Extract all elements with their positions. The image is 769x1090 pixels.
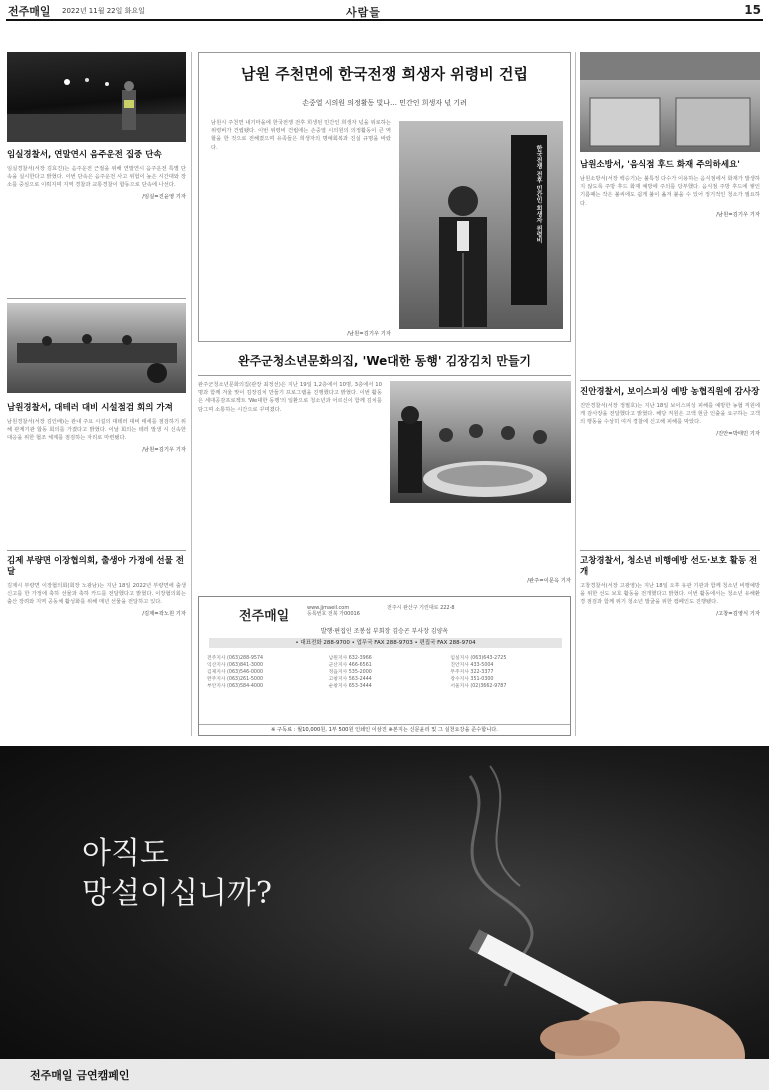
column-divider bbox=[191, 52, 192, 736]
article-divider bbox=[7, 550, 186, 551]
article-divider bbox=[198, 375, 571, 376]
article-imsil-police bbox=[7, 150, 186, 200]
article-divider bbox=[580, 550, 760, 551]
article-body: 고창경찰서(서장 고광영)는 지난 18일 오후 유관 기관과 함께 청소년 비행예방을 위한 선도 보호 활동을 전개했다고 밝혔다. 이번 활동에서는 청소년 유해환경 점검과 함께 위기 청소년 발굴을 위한 캠페인도 진행됐다. bbox=[580, 583, 760, 606]
lead-byline: /남원=김기우 기자 bbox=[347, 331, 391, 337]
meeting-room-photo bbox=[7, 303, 186, 393]
article-divider bbox=[7, 298, 186, 299]
article-headline: 남원소방서, '음식점 후드 화재 주의하세요' bbox=[580, 160, 740, 170]
infobox-logo: 전주매일 bbox=[239, 609, 290, 624]
bureau-entry: 완주지사 (063)261-5000 bbox=[207, 677, 264, 682]
article-headline: 김제 부량면 이장협의회, 출생아 가정에 선물 전달 bbox=[7, 556, 184, 577]
article-body: 진안경찰서(서장 정필호)는 지난 18일 보이스피싱 피해를 예방한 농협 직원에게 감사장을 전달했다고 밝혔다. 해당 직원은 고액 현금 인출을 요구하는 고객의 행동을 수상히 여겨 경찰에 신고해 피해를 막았다. bbox=[580, 403, 760, 426]
lead-subheadline: 손중열 시의원 의정활동 빛나… 민간인 희생자 넋 기려 bbox=[302, 99, 467, 107]
article-byline: /김제=곽노원 기자 bbox=[142, 610, 186, 617]
article-body: 남원소방서(서장 백승기)는 불특정 다수가 이용하는 음식점에서 화재가 발생하지 않도록 주방 후드 화재 예방에 주의를 당부했다. 음식점 주방 후드에 쌓인 기름때는 작은 불씨에도 쉽게 불이 옮겨 붙을 수 있어 정기적인 청소가 필요하다. bbox=[580, 176, 760, 207]
article-gimje-association bbox=[7, 556, 186, 617]
kimchi-illustration bbox=[390, 381, 571, 503]
masthead bbox=[6, 3, 763, 21]
article-byline: /남원=김기우 기자 bbox=[142, 446, 186, 453]
kimchi-event-photo bbox=[390, 381, 571, 503]
article-headline: 고창경찰서, 청소년 비행예방 선도·보호 활동 전개 bbox=[580, 556, 758, 577]
bureau-entry: 정읍지사 535-2000 bbox=[328, 670, 372, 675]
dui-checkpoint-photo bbox=[7, 52, 186, 142]
page-number: 15 bbox=[744, 3, 761, 17]
dui-checkpoint-illustration bbox=[7, 52, 186, 142]
infobox-phone-fax: • 대표전화 288-9700 • 업무국 FAX 288-9703 • 편집국 FAX 288-9704 bbox=[209, 638, 562, 648]
kimchi-headline: 완주군청소년문화의집, 'We대한 동행' 김장김치 만들기 bbox=[238, 354, 531, 368]
lead-article-box bbox=[198, 52, 571, 342]
article-namwon-fire bbox=[580, 160, 760, 218]
bureau-entry: 서울지사 (02)3662-9787 bbox=[450, 684, 507, 689]
article-headline: 진안경찰서, 보이스피싱 예방 농협직원에 감사장 bbox=[580, 387, 760, 397]
bureau-entry: 남원지사 632-3966 bbox=[328, 656, 372, 661]
article-byline: /남원=김기우 기자 bbox=[716, 211, 760, 218]
infobox-address: 전주시 완산구 기린대로 222-8 bbox=[387, 605, 455, 611]
article-body: 김제시 부량면 이장협의회(회장 노광남)는 지난 18일 2022년 부량면에 출생신고를 한 가정에 축하 선물과 축하 카드를 전달했다고 밝혔다. 이장협의회는 출산 장려와 지역 공동체 활성화를 위해 매년 선물을 전달하고 있다. bbox=[7, 583, 186, 606]
ad-headline-line2: 망설이십니까? bbox=[82, 876, 272, 911]
bureau-entry: 진안지사 433-5004 bbox=[450, 663, 494, 668]
article-gochang-police bbox=[580, 556, 760, 617]
bureau-entry: 전주지사 (063)288-9574 bbox=[207, 656, 264, 661]
infobox-staff: 발행·편집인 조봉섭 부회장 김승곤 부사장 김양옥 bbox=[320, 628, 449, 635]
ad-campaign-bar bbox=[0, 1059, 769, 1090]
memorial-banner-text: 한국전쟁 전후 민간인 희생자 위령비 bbox=[535, 145, 542, 244]
cigarette-illustration bbox=[0, 746, 769, 1090]
bureau-entry: 김제지사 (063)546-0000 bbox=[207, 670, 264, 675]
bureau-entry: 부안지사 (063)584-4000 bbox=[207, 684, 264, 689]
bureau-entry: 순창지사 653-3444 bbox=[328, 684, 372, 689]
bureau-entry: 무주지사 322-3377 bbox=[450, 670, 494, 675]
website-url: www.jjmaeil.com bbox=[307, 605, 350, 611]
article-divider bbox=[580, 380, 760, 381]
article-headline: 남원경찰서, 대테러 대비 시설점검 회의 가져 bbox=[7, 403, 173, 413]
column-divider bbox=[575, 52, 576, 736]
article-byline: /임실=진윤영 기자 bbox=[142, 193, 186, 200]
ad-campaign-label: 전주매일 금연캠페인 bbox=[30, 1069, 130, 1082]
kitchen-hood-photo bbox=[580, 52, 760, 152]
article-byline: /진안=박태민 기자 bbox=[716, 430, 760, 437]
bureau-entry: 고창지사 563-2444 bbox=[328, 677, 372, 682]
article-headline: 임실경찰서, 연말연시 음주운전 집중 단속 bbox=[7, 150, 162, 160]
article-byline: /고창=김영식 기자 bbox=[716, 610, 760, 617]
infobox-url-block bbox=[307, 605, 360, 617]
issue-date: 2022년 11월 22일 화요일 bbox=[62, 7, 145, 15]
bureau-list bbox=[207, 655, 564, 690]
bureau-entry: 익산지사 (063)841-3000 bbox=[207, 663, 264, 668]
lead-headline: 남원 주천면에 한국전쟁 희생자 위령비 건립 bbox=[241, 65, 528, 83]
publisher-infobox bbox=[198, 596, 571, 736]
bureau-entry: 장수지사 351-0300 bbox=[450, 677, 494, 682]
memorial-speech-photo bbox=[399, 121, 563, 329]
ad-headline-line1: 아직도 bbox=[82, 836, 169, 871]
article-namwon-police bbox=[7, 403, 186, 453]
article-body: 남원경찰서(서장 김인배)는 관내 주요 시설의 대테러 대비 태세를 점검하기 위해 관계기관 합동 회의를 가졌다고 밝혔다. 이날 회의는 테러 발생 시 신속한 대응을 위한 협조 체계를 점검하는 자리로 마련됐다. bbox=[7, 419, 186, 442]
registration-number: 등록번호 전북 가00016 bbox=[307, 611, 360, 617]
paper-name: 전주매일 bbox=[8, 5, 51, 18]
no-smoking-ad bbox=[0, 746, 769, 1090]
section-title: 사람들 bbox=[346, 6, 381, 19]
kimchi-body: 완주군청소년문화의집(관장 최정선)은 지난 19일 1,2층에서 10명, 3층에서 10명과 함께 겨울 맞이 김장김치 만들기 프로그램을 진행했다고 밝혔다. 이번 활동은 세대공감프로젝트 'We대한 동행'의 일환으로 청소년과 어르신이 함께 김치를 담그며 소통하는 시간으로 꾸며졌다. bbox=[198, 382, 382, 413]
article-jinan-police bbox=[580, 387, 760, 437]
lead-body: 남원시 주천면 내기마을에 한국전쟁 전후 희생된 민간인 희생자 넋을 위로하는 위령비가 건립됐다. 이번 위령비 건립에는 손중열 시의원의 의정활동이 큰 역할을 한 것으로 전해졌으며 유족들은 희생자의 명예회복과 진실 규명을 바랐다. bbox=[211, 120, 391, 151]
kimchi-byline: /완주=이문옥 기자 bbox=[527, 578, 571, 584]
meeting-illustration bbox=[7, 303, 186, 393]
kitchen-illustration bbox=[580, 52, 760, 152]
article-body: 임실경찰서(서장 김효진)는 음주운전 근절을 위해 연말연시 음주운전 특별 단속을 실시한다고 밝혔다. 이번 단속은 음주운전 사고 위험이 높은 시간대와 장소를 중심으로 이뤄지며 지역 경찰과 교통경찰이 합동으로 단속에 나선다. bbox=[7, 166, 186, 189]
bureau-entry: 군산지사 466-6561 bbox=[328, 663, 372, 668]
bureau-entry: 임실지사 (063)643-2725 bbox=[450, 656, 507, 661]
infobox-notice: ※ 구독료 : 월10,000원, 1부 500원 인쇄인 이삼진 ※본지는 신문윤리 및 그 실천요강을 준수합니다. bbox=[199, 724, 570, 733]
